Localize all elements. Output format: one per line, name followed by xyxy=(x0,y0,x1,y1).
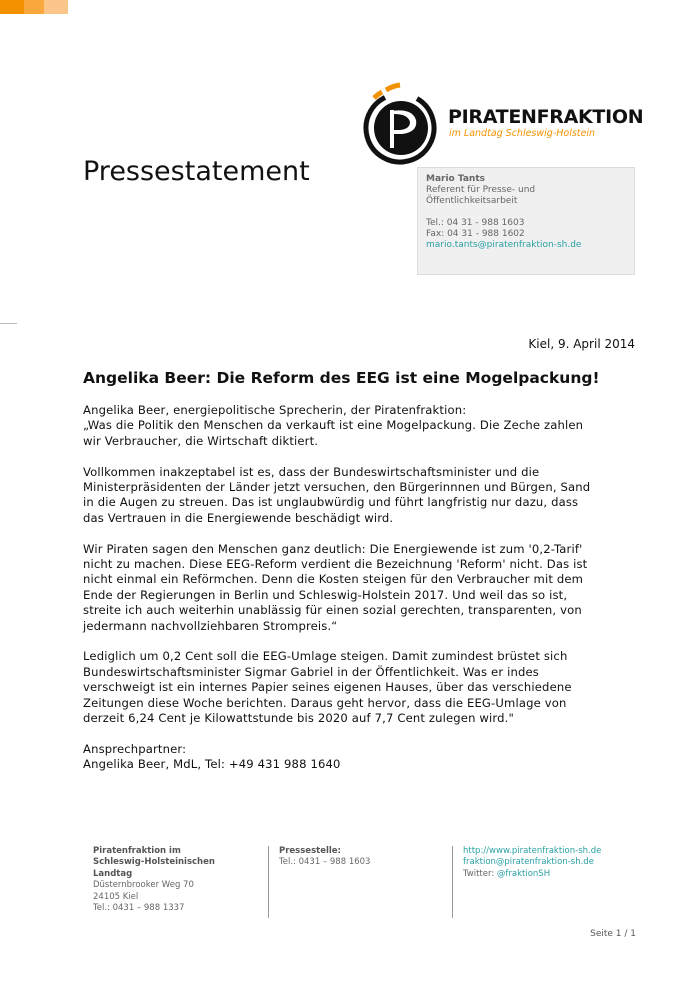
page-number: Seite 1 / 1 xyxy=(590,929,636,939)
footer-press-column xyxy=(268,846,459,918)
text-line: Lediglich um 0,2 Cent soll die EEG-Umlage steigen. Damit zumindest brüstet sich xyxy=(83,649,568,664)
paragraph-5 xyxy=(83,742,643,773)
text-line: „Was die Politik den Menschen da verkauft ist eine Mogelpackung. Die Zeche zahlen xyxy=(83,418,584,433)
text-line: das Vertrauen in die Energiewende beschädigt wird. xyxy=(83,510,394,525)
corner-accent-bars xyxy=(0,0,68,14)
text-line: streite ich auch weiterhin unablässig für einen sozial gerechten, transparenten, von xyxy=(83,603,582,618)
text-line: Angelika Beer, MdL, Tel: +49 431 988 1640 xyxy=(83,757,341,772)
accent-bar-dark xyxy=(0,0,24,14)
footer-org-line: Piratenfraktion im xyxy=(93,846,181,856)
accent-bar-light xyxy=(44,0,68,14)
contact-email-link[interactable]: mario.tants@piratenfraktion-sh.de xyxy=(426,240,582,250)
footer-links-column xyxy=(452,846,643,918)
paragraph-1 xyxy=(83,403,643,449)
page-title: Pressestatement xyxy=(83,156,310,187)
text-line: Bundeswirtschaftsminister Sigmar Gabriel in der Öffentlichkeit. Was er indes xyxy=(83,664,539,679)
paragraph-3 xyxy=(83,542,643,634)
footer-twitter xyxy=(463,869,643,880)
press-contact-box xyxy=(417,167,635,275)
paragraph-2 xyxy=(83,465,643,527)
footer-org-line: Landtag xyxy=(93,868,133,879)
footer-twitter-label: Twitter: xyxy=(463,868,497,879)
brand-subtitle: im Landtag Schleswig-Holstein xyxy=(449,128,596,139)
footer-twitter-link[interactable]: @fraktionSH xyxy=(496,868,551,879)
footer-press-label: Pressestelle: xyxy=(279,846,341,856)
page-footer xyxy=(83,846,643,918)
text-line: Angelika Beer, energiepolitische Sprecherin, der Piratenfraktion: xyxy=(83,403,467,417)
text-line: nicht einmal ein Reförmchen. Denn die Kosten steigen für den Verbraucher mit dem xyxy=(83,572,584,587)
text-line: Ende der Regierungen in Berlin und Schleswig-Holstein 2017. Und weil das so ist, xyxy=(83,587,568,602)
contact-role: Referent für Presse- und Öffentlichkeitsarbeit xyxy=(426,185,536,206)
footer-org-column xyxy=(93,846,263,918)
contact-tel: Tel.: 04 31 - 988 1603 xyxy=(426,218,525,228)
text-line: Wir Piraten sagen den Menschen ganz deutlich: Die Energiewende ist zum '0,2-Tarif' xyxy=(83,541,583,556)
footer-email-link[interactable]: fraktion@piratenfraktion-sh.de xyxy=(463,857,594,868)
contact-name: Mario Tants xyxy=(426,174,485,184)
fold-mark xyxy=(0,323,17,324)
footer-press-tel: Tel.: 0431 – 988 1603 xyxy=(279,857,371,868)
text-line: nicht zu machen. Diese EEG-Reform verdient die Bezeichnung 'Reform' nicht. Das ist xyxy=(83,557,588,572)
footer-address-line: 24105 Kiel xyxy=(93,891,139,902)
brand-name: PIRATENFRAKTION xyxy=(448,106,644,128)
footer-org-line: Schleswig-Holsteinischen xyxy=(93,857,215,868)
text-line: Zeitungen diese Woche berichten. Daraus geht hervor, dass die EEG-Umlage von xyxy=(83,695,567,710)
text-line: in die Augen zu streuen. Das ist unglaubwürdig und führt langfristig nur dazu, dass xyxy=(83,495,579,510)
headline: Angelika Beer: Die Reform des EEG ist eine Mogelpackung! xyxy=(83,369,600,387)
paragraph-4 xyxy=(83,649,643,726)
text-line: jedermann nachvollziehbaren Strompreis.“ xyxy=(83,618,338,633)
text-line: derzeit 6,24 Cent je Kilowattstunde bis 2020 auf 7,7 Cent zulegen wird." xyxy=(83,711,514,726)
text-line: wir Verbraucher, die Wirtschaft diktiert. xyxy=(83,433,319,448)
text-line: Vollkommen inakzeptabel ist es, dass der Bundeswirtschaftsminister und die xyxy=(83,464,540,479)
accent-bar-mid xyxy=(24,0,44,14)
footer-website-link[interactable]: http://www.piratenfraktion-sh.de xyxy=(463,846,602,856)
footer-address-line: Tel.: 0431 – 988 1337 xyxy=(93,903,185,914)
text-line: Ministerpräsidenten der Länder jetzt versuchen, den Bürgerinnnen und Bürgen, Sand xyxy=(83,480,591,495)
text-line: verschweigt ist ein internes Papier seines eigenen Hauses, über das verschiedene xyxy=(83,680,572,695)
text-line: Ansprechpartner: xyxy=(83,741,187,756)
contact-fax: Fax: 04 31 - 988 1602 xyxy=(426,229,525,239)
footer-address-line: Düsternbrooker Weg 70 xyxy=(93,880,194,891)
document-date: Kiel, 9. April 2014 xyxy=(528,337,635,351)
body-text xyxy=(83,403,643,788)
